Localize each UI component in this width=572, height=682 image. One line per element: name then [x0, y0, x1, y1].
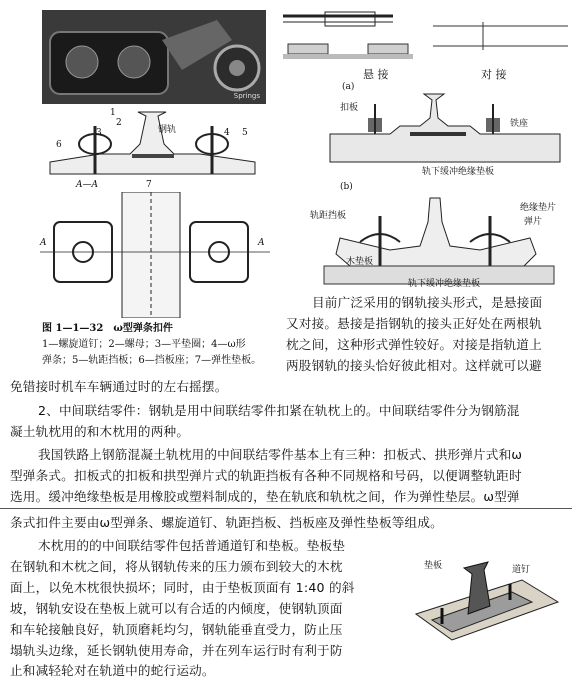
- wood-sleeper-figure: [412, 540, 562, 652]
- omega-figure-caption: [42, 322, 261, 367]
- figure-a-tag: (a): [342, 82, 355, 92]
- label-insulating-pad: 绝缘垫片: [520, 203, 557, 213]
- label-spike: 道钉: [512, 565, 531, 575]
- paragraph-4-line-2: 在钢轨和木枕之间，将从钢轨传来的压力颁布到较大的木枕: [10, 559, 343, 574]
- caption-line-3: 弹条；5—轨距挡板；6—挡板座；7—弹性垫板。: [42, 355, 262, 366]
- figure-a-clip-plate: [320, 80, 570, 182]
- plan-label-a-left: A: [40, 238, 47, 248]
- label-suspended-joint: 悬 接: [363, 68, 389, 81]
- paragraph-1-line-2: 又对接。悬接是指钢轨的接头正好处在两根轨: [286, 316, 542, 331]
- paragraph-2-line-2: 凝土轨枕用的和木枕用的两种。: [10, 424, 190, 439]
- omega-num-6: 6: [56, 140, 62, 150]
- omega-num-1: 1: [110, 108, 116, 118]
- section-divider: [0, 508, 572, 509]
- omega-plan-view: [40, 192, 270, 318]
- omega-num-5: 5: [242, 128, 248, 138]
- label-iron-seat: 铁座: [510, 119, 529, 129]
- label-gauge-block: 轨距挡板: [310, 211, 347, 221]
- label-rail-pad-a: 轨下缓冲绝缘垫板: [422, 167, 495, 177]
- label-spring-piece: 弹片: [524, 217, 543, 227]
- paragraph-1-line-3: 枕之间，这种形式弹性较好。对接是指轨道上: [286, 337, 542, 352]
- rail-joint-drawing: [283, 8, 568, 60]
- omega-plan-drawing: [40, 192, 270, 318]
- paragraph-3-line-3: 选用。缓冲绝缘垫板是用橡胶或塑料制成的，垫在轨底和轨枕之间，作为弹性垫层。ω型弹: [10, 489, 520, 504]
- paragraph-3-line-1: 我国铁路上钢筋混凝土轨枕用的中间联结零件基本上有三种：扣板式、拱形弹片式和ω: [38, 447, 523, 462]
- paragraph-4-line-7: 止和减轻轮对在轨道中的蛇行运动。: [10, 663, 215, 678]
- omega-num-4: 4: [224, 128, 230, 138]
- paragraph-1-line-4: 两股钢轨的接头恰好彼此相对。这样就可以避: [286, 358, 542, 373]
- omega-num-2: 2: [116, 118, 122, 128]
- paragraph-3-line-2: 型弹条式。扣板式的扣板和拱型弹片式的轨距挡板有各种不同规格和号码，以便调整轨距时: [10, 468, 522, 483]
- paragraph-4-line-4: 坡，钢轨安设在垫板上就可以有合适的内倾度，使钢轨顶面: [10, 601, 343, 616]
- fastener-photo-art: [42, 10, 266, 104]
- label-clip-plate: 扣板: [340, 103, 359, 113]
- label-wood-plate: 垫板: [424, 561, 443, 571]
- figure-b-arch-spring: [300, 182, 570, 292]
- omega-rail-label: 钢轨: [158, 125, 177, 135]
- paragraph-4-line-6: 塌轨头边缘，延长钢轨使用寿命，并在列车运行时有利于防: [10, 643, 343, 658]
- label-opposed-joint: 对 接: [481, 68, 507, 81]
- wood-sleeper-drawing: [412, 540, 562, 652]
- rail-joint-figure: [283, 8, 568, 80]
- omega-num-3: 3: [96, 128, 102, 138]
- figure-b-tag: (b): [340, 182, 353, 192]
- caption-line-2: 1—螺旋道钉；2—螺母；3—平垫圈；4—ω形: [42, 339, 246, 350]
- paragraph-3-line-4: 条式扣件主要由ω型弹条、螺旋道钉、轨距挡板、挡板座及弹性垫板等组成。: [10, 515, 443, 530]
- omega-num-7: 7: [146, 180, 152, 190]
- paragraph-4-line-1: 木枕用的的中间联结零件包括普通道钉和垫板。垫板垫: [38, 538, 346, 553]
- omega-section-label: A—A: [76, 180, 98, 190]
- caption-title: 图 1—1—32 ω型弹条扣件: [42, 323, 173, 334]
- spring-fastener-photo: [42, 10, 266, 104]
- label-rail-pad-b: 轨下缓冲绝缘垫板: [408, 279, 481, 289]
- paragraph-4-line-3: 面上，以免木枕很快损坏；同时，由于垫板顶面有 1:40 的斜: [10, 580, 355, 595]
- paragraph-1-line-1: 目前广泛采用的钢轨接头形式，是悬接面: [312, 295, 543, 310]
- plan-label-a-right: A: [258, 238, 265, 248]
- label-wood-pad: 木垫板: [346, 257, 374, 267]
- paragraph-4-line-5: 和车轮接触良好，轨顶磨耗均匀，钢轨能垂直受力，防止压: [10, 622, 343, 637]
- photo-watermark: Springs: [233, 92, 260, 100]
- paragraph-2-line-1: 2、中间联结零件：钢轨是用中间联结零件扣紧在轨枕上的。中间联结零件分为钢筋混: [38, 403, 520, 418]
- omega-side-view: [40, 108, 272, 194]
- omega-side-drawing: [40, 108, 272, 194]
- paragraph-1-line-5: 免错接时机车车辆通过时的左右摇摆。: [10, 379, 228, 394]
